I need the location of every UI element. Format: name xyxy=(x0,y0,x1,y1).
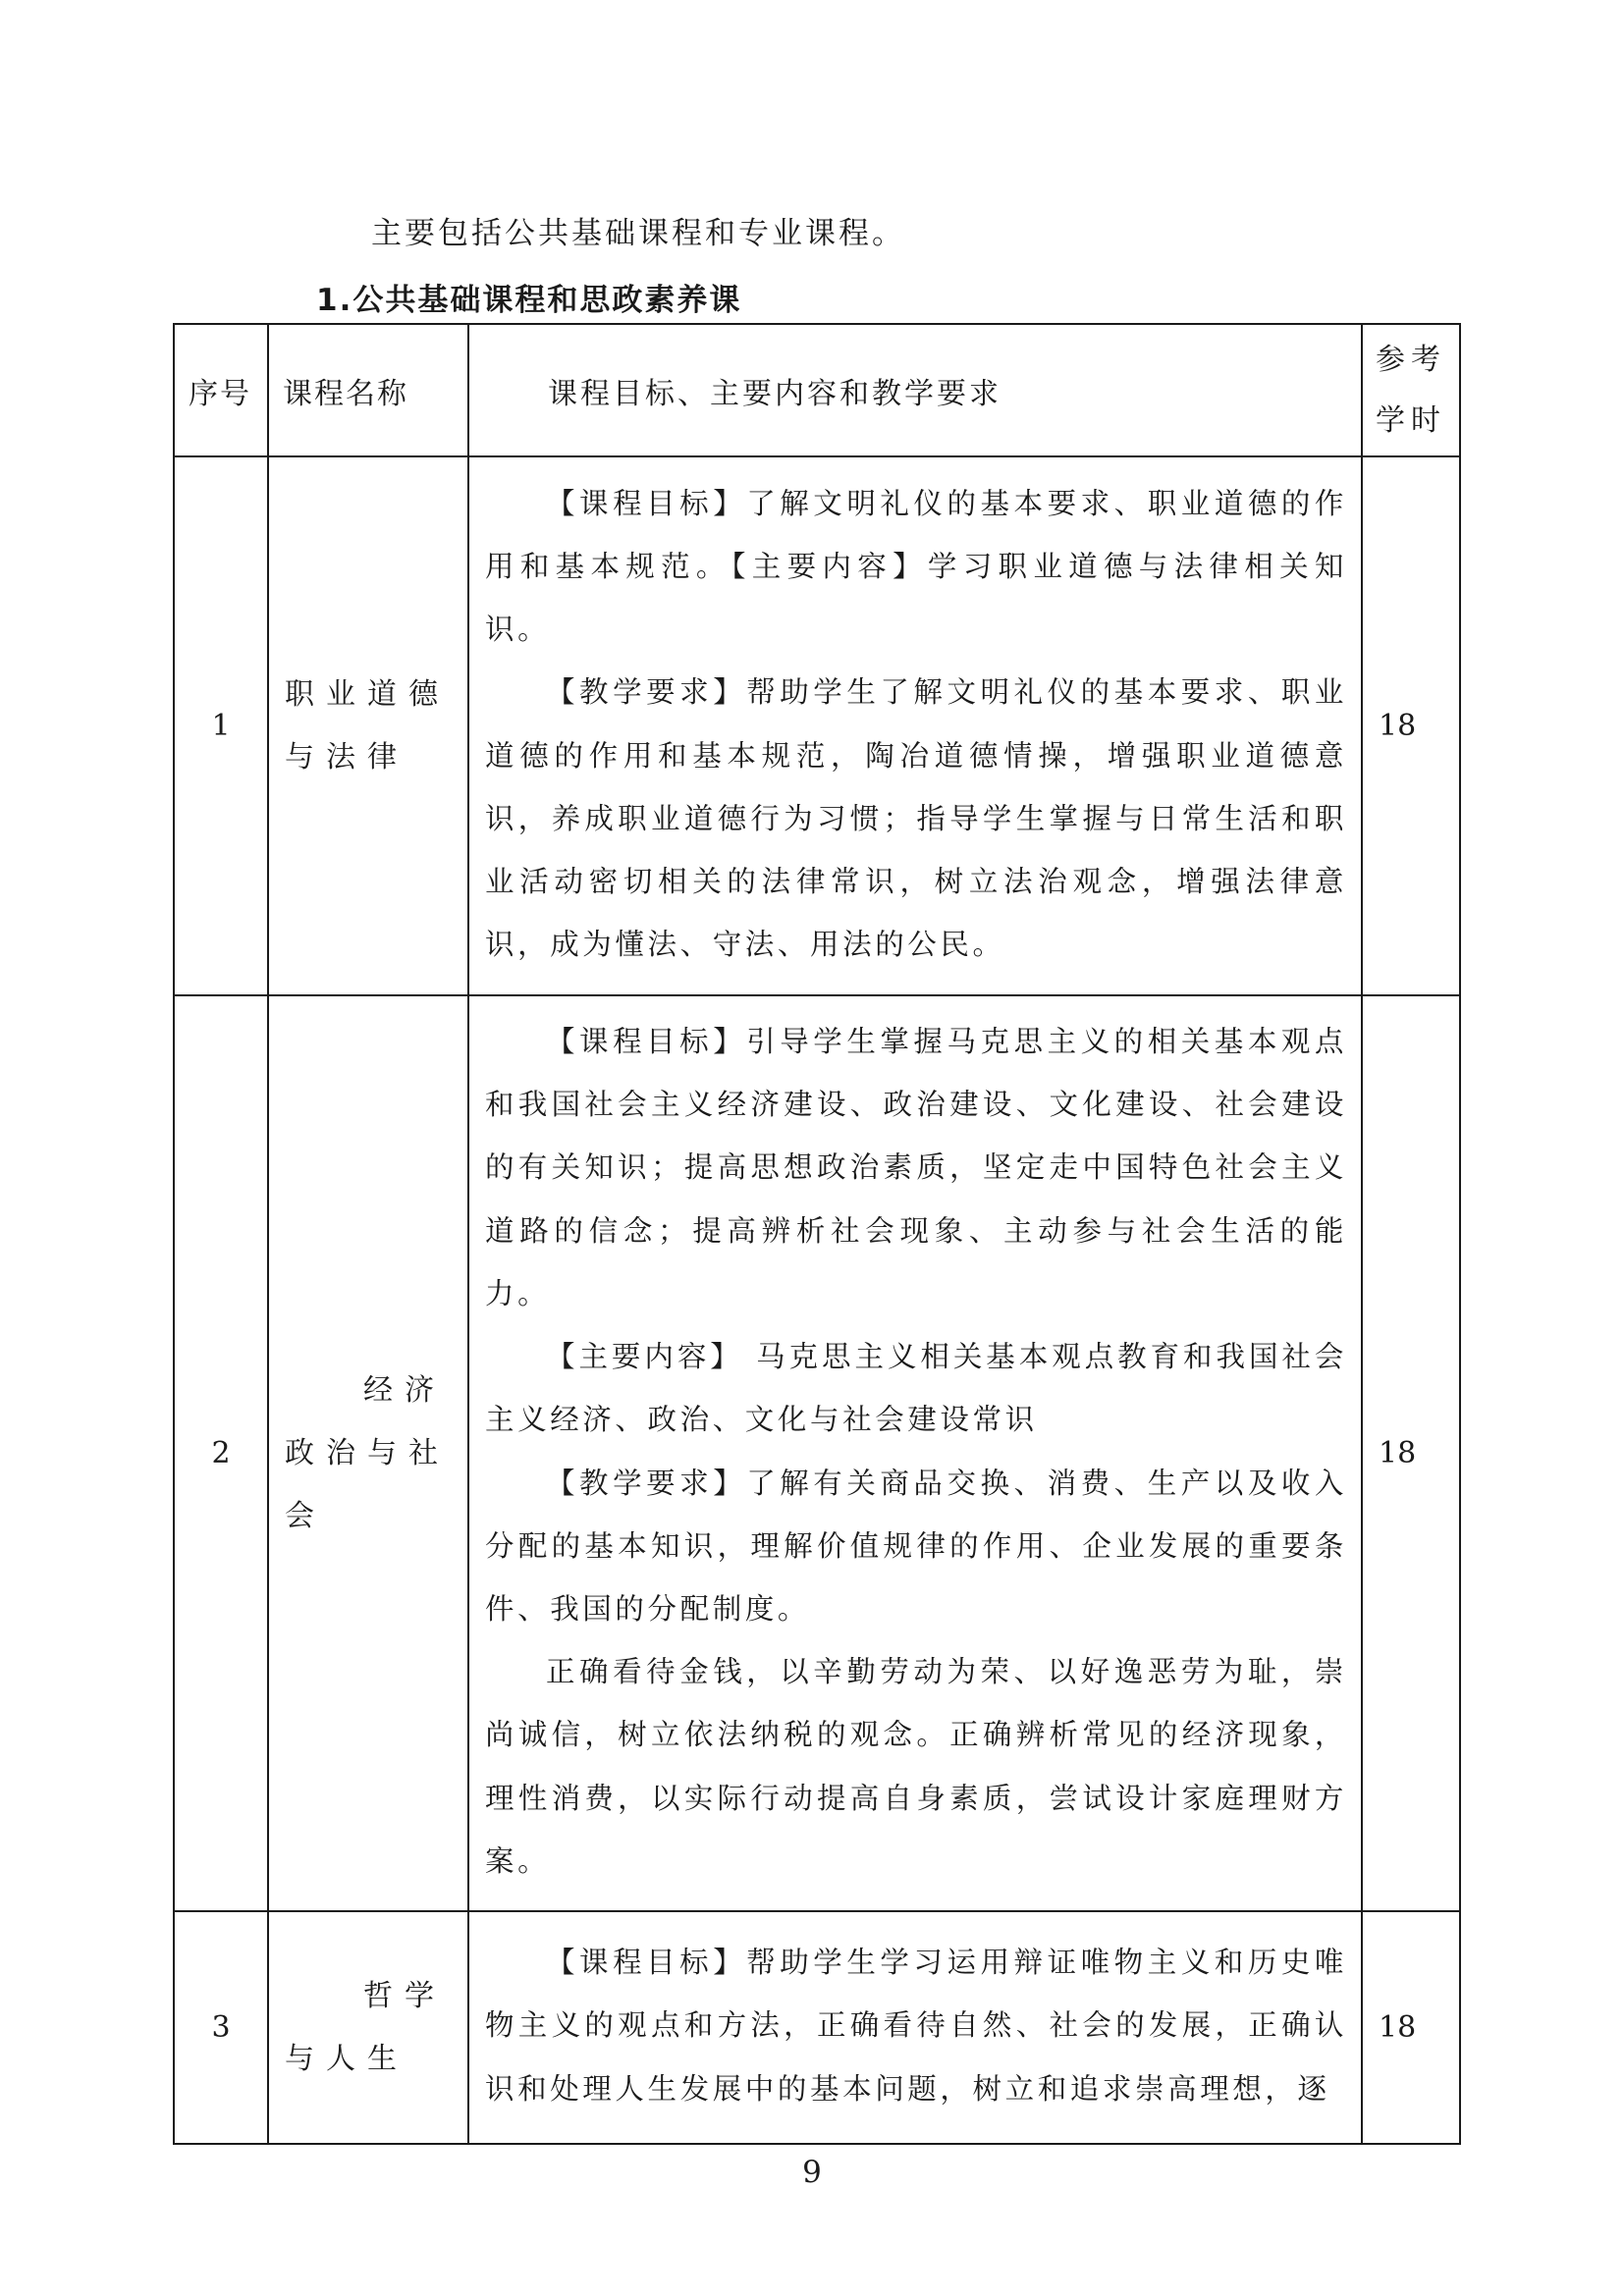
requirement-paragraph: 【课程目标】了解文明礼仪的基本要求、职业道德的作用和基本规范。【主要内容】学习职业道德与法律相关知识。 xyxy=(485,486,1347,647)
header-hours xyxy=(1362,324,1460,456)
row-requirements xyxy=(468,995,1362,1911)
row-requirements xyxy=(468,1911,1362,2144)
header-hours-line2: 学时 xyxy=(1376,402,1446,438)
requirement-paragraph: 【课程目标】帮助学生学习运用辩证唯物主义和历史唯物主义的观点和方法，正确看待自然、社会的发展，正确认识和处理人生发展中的基本问题，树立和追求崇高理想，逐 xyxy=(485,1946,1347,2106)
requirement-paragraph: 正确看待金钱，以辛勤劳动为荣、以好逸恶劳为耻，崇尚诚信，树立依法纳税的观念。正确辨析常见的经济现象，理性消费，以实际行动提高自身素质，尝试设计家庭理财方案。 xyxy=(485,1655,1347,1878)
header-course-name: 课程名称 xyxy=(268,324,468,456)
row-no: 2 xyxy=(174,995,268,1911)
row-no: 1 xyxy=(174,456,268,995)
page-number: 9 xyxy=(802,2155,822,2190)
table-header-row xyxy=(174,324,1460,456)
requirement-paragraph: 【主要内容】 马克思主义相关基本观点教育和我国社会主义经济、政治、文化与社会建设常识 xyxy=(485,1340,1347,1437)
table-row xyxy=(174,995,1460,1911)
requirement-paragraph: 【课程目标】引导学生掌握马克思主义的相关基本观点和我国社会主义经济建设、政治建设、文化建设、社会建设的有关知识；提高思想政治素质，坚定走中国特色社会主义道路的信念；提高辨析社会现象、主动参与社会生活的能力。 xyxy=(485,1025,1347,1310)
course-table xyxy=(173,323,1461,2145)
requirement-paragraph: 【教学要求】了解有关商品交换、消费、生产以及收入分配的基本知识，理解价值规律的作用、企业发展的重要条件、我国的分配制度。 xyxy=(485,1466,1347,1626)
row-hours: 18 xyxy=(1362,1911,1460,2144)
row-hours: 18 xyxy=(1362,995,1460,1911)
table-row xyxy=(174,1911,1460,2144)
header-hours-line1: 参考 xyxy=(1376,342,1446,377)
section-heading: 1.公共基础课程和思政素养课 xyxy=(316,283,742,318)
row-requirements xyxy=(468,456,1362,995)
header-requirements: 课程目标、主要内容和教学要求 xyxy=(468,324,1362,456)
row-course-name: 职业道德与法律 xyxy=(268,456,468,995)
requirement-paragraph: 【教学要求】帮助学生了解文明礼仪的基本要求、职业道德的作用和基本规范，陶冶道德情操，增强职业道德意识，养成职业道德行为习惯；指导学生掌握与日常生活和职业活动密切相关的法律常识，树立法治观念，增强法律意识，成为懂法、守法、用法的公民。 xyxy=(485,675,1347,962)
row-no: 3 xyxy=(174,1911,268,2144)
header-no: 序号 xyxy=(174,324,268,456)
row-course-name: 经济政治与社会 xyxy=(268,995,468,1911)
intro-text: 主要包括公共基础课程和专业课程。 xyxy=(371,216,905,251)
row-hours: 18 xyxy=(1362,456,1460,995)
row-course-name: 哲学与人生 xyxy=(268,1911,468,2144)
table-row xyxy=(174,456,1460,995)
